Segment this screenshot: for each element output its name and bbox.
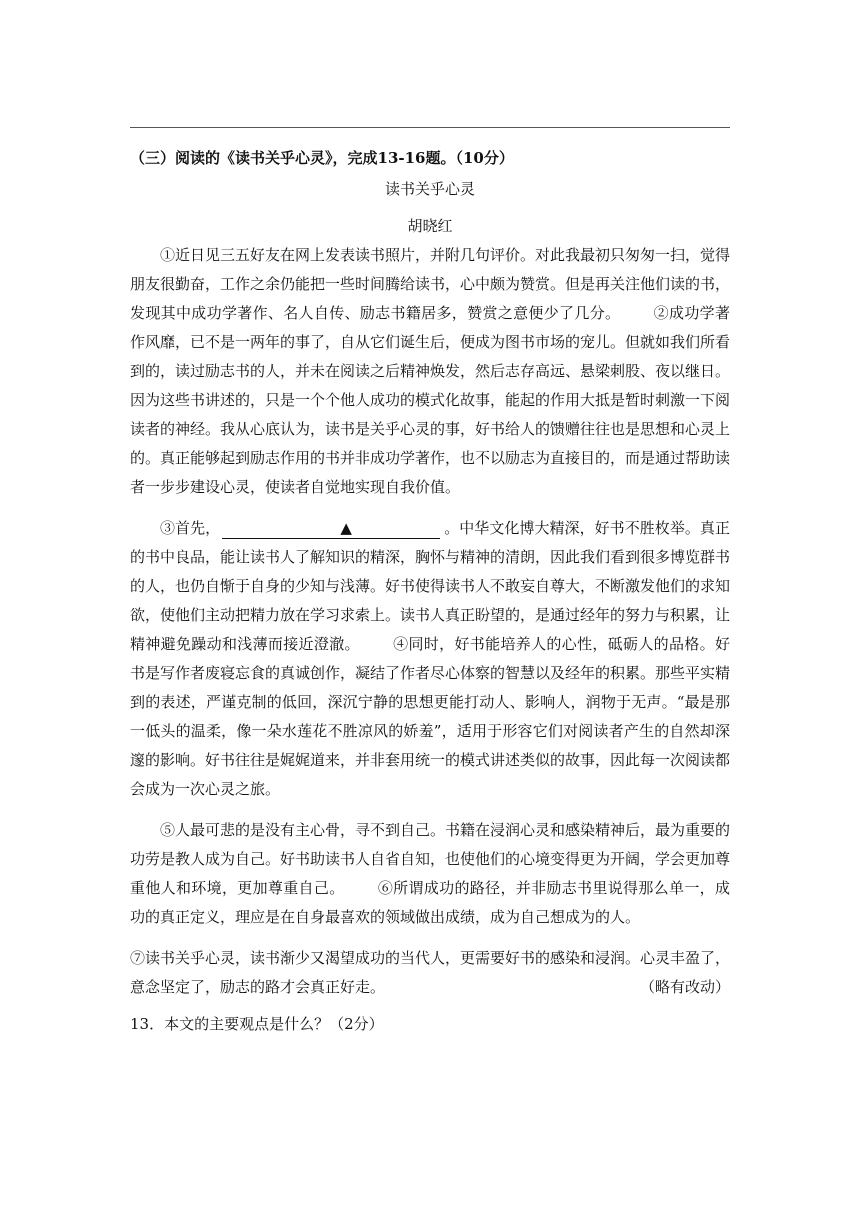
revision-note: （略有改动） bbox=[639, 978, 730, 996]
header-rule bbox=[130, 127, 730, 128]
article-author: 胡晓红 bbox=[407, 217, 453, 235]
paragraph-1: ①近日见三五好友在网上发表读书照片，并附几句评价。对此我最初只匆匆一扫，觉得朋友很勤奋，工作之余仍能把一些时间腾给读书，心中颇为赞赏。但是再关注他们读的书，发现其中成功学著作、名人自传、励志书籍居多，赞赏之意便少了几分。 bbox=[130, 246, 731, 322]
paragraph-6: ⑥所谓成功的路径，并非励志书里说得那么单一，成功的真正定义，理应是在自身最喜欢的领域做出成绩，成为自己想成为的人。 bbox=[130, 879, 730, 926]
paragraph-4: ④同时，好书能培养人的心性，砥砺人的品格。好书是写作者废寝忘食的真诚创作，凝结了作者尽心体察的智慧以及经年的积累。那些平实精到的表述，严谨克制的低回，深沉宁静的思想更能打动人、影响人，润物于无声。“最是那一低头的温柔，像一朵水莲花不胜凉风的娇羞”，适用于形容它们对阅读者产生的自然却深邃的影响。好书往往是娓娓道来，并非套用统一的模式讲述类似的故事，因此每一次阅读都会成为一次心灵之旅。 bbox=[130, 635, 731, 798]
article-title: 读书关乎心灵 bbox=[384, 180, 475, 198]
paragraph-5: ⑤人最可悲的是没有主心骨，寻不到自己。书籍在浸润心灵和感染精神后，最为重要的功劳是教人成为自己。好书助读书人自省自知，也使他们的心境变得更为开阔，学会更加尊重他人和环境，更加尊重自己。 bbox=[130, 821, 731, 897]
paragraph-7 bbox=[130, 944, 730, 1002]
paragraph-3-prefix: ③首先， bbox=[160, 519, 221, 537]
fill-in-blank[interactable] bbox=[222, 518, 440, 539]
paragraph-3-rest: 。中华文化博大精深，好书不胜枚举。真正的书中良品，能让读书人了解知识的精深，胸怀与精神的清朗，因此我们看到很多博览群书的人，也仍自惭于自身的少知与浅薄。好书使得读书人不敢妄自尊大，不断激发他们的求知欲，使他们主动把精力放在学习求索上。读书人真正盼望的，是通过经年的努力与积累，让精神避免躁动和浅薄而接近澄澈。 bbox=[130, 519, 731, 653]
paragraph-3-4 bbox=[130, 514, 730, 804]
triangle-icon: ▲ bbox=[340, 519, 352, 537]
question-13: 13．本文的主要观点是什么？（2分） bbox=[130, 1015, 384, 1033]
paragraph-7-text: ⑦读书关乎心灵，读书渐少又渴望成功的当代人，更需要好书的感染和浸润。心灵丰盈了，意念坚定了，励志的路才会真正好走。 bbox=[130, 949, 731, 996]
paragraph-1-2 bbox=[130, 241, 730, 502]
paragraph-2: ②成功学著作风靡，已不是一两年的事了，自从它们诞生后，便成为图书市场的宠儿。但就如我们所看到的，读过励志书的人，并未在阅读之后精神焕发，然后志存高远、悬梁刺股、夜以继日。因为这些书讲述的，只是一个个他人成功的模式化故事，能起的作用大抵是暂时刺激一下阅读者的神经。我从心底认为，读书是关乎心灵的事，好书给人的馈赠往往也是思想和心灵上的。真正能够起到励志作用的书并非成功学著作，也不以励志为直接目的，而是通过帮助读者一步步建设心灵，使读者自觉地实现自我价值。 bbox=[130, 304, 731, 496]
paragraph-5-6 bbox=[130, 816, 730, 932]
document-body bbox=[130, 144, 730, 1039]
section-heading: （三）阅读的《读书关乎心灵》，完成13-16题。（10分） bbox=[130, 149, 514, 167]
